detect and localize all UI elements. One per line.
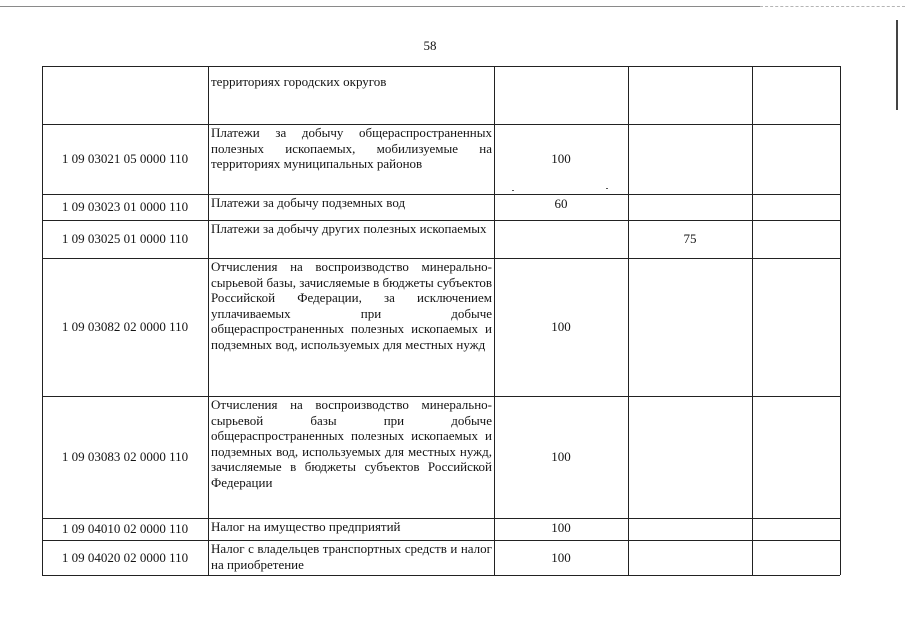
row-value-col3 — [494, 66, 628, 124]
row-value-col5 — [752, 194, 840, 220]
table-column-border — [840, 66, 841, 575]
row-code: 1 09 03082 02 0000 110 — [61, 319, 189, 335]
row-code: 1 09 03023 01 0000 110 — [61, 199, 189, 215]
row-code: 1 09 03021 05 0000 110 — [61, 151, 189, 167]
scan-speck — [606, 188, 608, 189]
row-code: 1 09 04010 02 0000 110 — [61, 521, 189, 537]
row-description: Налог с владельцев транспортных средств и налог на приобретение — [211, 541, 492, 572]
row-code: 1 09 03025 01 0000 110 — [61, 231, 189, 247]
row-value-col5 — [752, 396, 840, 518]
row-value-col4 — [628, 124, 752, 194]
scan-speck — [512, 190, 514, 191]
row-description: Отчисления на воспроизводство минерально-сырьевой базы, зачисляемые в бюджеты субъектов Российской Федерации, за исключением уплачиваемых при добыче общераспространенных полезных ископаемых и подземных вод, используемых для местных нужд — [211, 259, 492, 352]
row-value-col5 — [752, 124, 840, 194]
row-value-col4: 75 — [683, 231, 697, 247]
row-value-col3: 100 — [551, 520, 571, 535]
row-code: 1 09 03083 02 0000 110 — [61, 449, 189, 465]
row-description: Отчисления на воспроизводство минерально-сырьевой базы при добыче общераспространенных полезных ископаемых и подземных вод, используемых для местных нужд, зачисляемые в бюджеты субъектов Российской Федерации — [211, 397, 492, 490]
row-description: Налог на имущество предприятий — [211, 519, 401, 534]
row-value-col4 — [628, 258, 752, 396]
row-value-col4 — [628, 194, 752, 220]
row-value-col5 — [752, 66, 840, 124]
row-value-col3: 60 — [554, 196, 568, 211]
row-value-col3 — [494, 220, 628, 258]
row-code: 1 09 04020 02 0000 110 — [61, 549, 189, 565]
row-description: территориях городских округов — [211, 74, 387, 89]
row-value-col4 — [628, 518, 752, 540]
row-value-col5 — [752, 220, 840, 258]
table-row-border — [42, 575, 840, 576]
row-value-col4 — [628, 396, 752, 518]
row-value-col4 — [628, 66, 752, 124]
row-description: Платежи за добычу других полезных ископаемых — [211, 221, 487, 236]
row-value-col3: 100 — [551, 319, 571, 335]
row-value-col3: 100 — [551, 151, 571, 167]
row-value-col3: 100 — [551, 549, 571, 565]
row-value-col5 — [752, 258, 840, 396]
row-value-col5 — [752, 540, 840, 575]
row-value-col4 — [628, 540, 752, 575]
row-description: Платежи за добычу подземных вод — [211, 195, 406, 210]
page-number: 58 — [423, 38, 437, 53]
row-code — [42, 66, 208, 124]
row-value-col5 — [752, 518, 840, 540]
row-value-col3: 100 — [551, 449, 571, 465]
row-description: Платежи за добычу общераспространенных полезных ископаемых, мобилизуемые на территориях муниципальных районов — [211, 125, 492, 171]
